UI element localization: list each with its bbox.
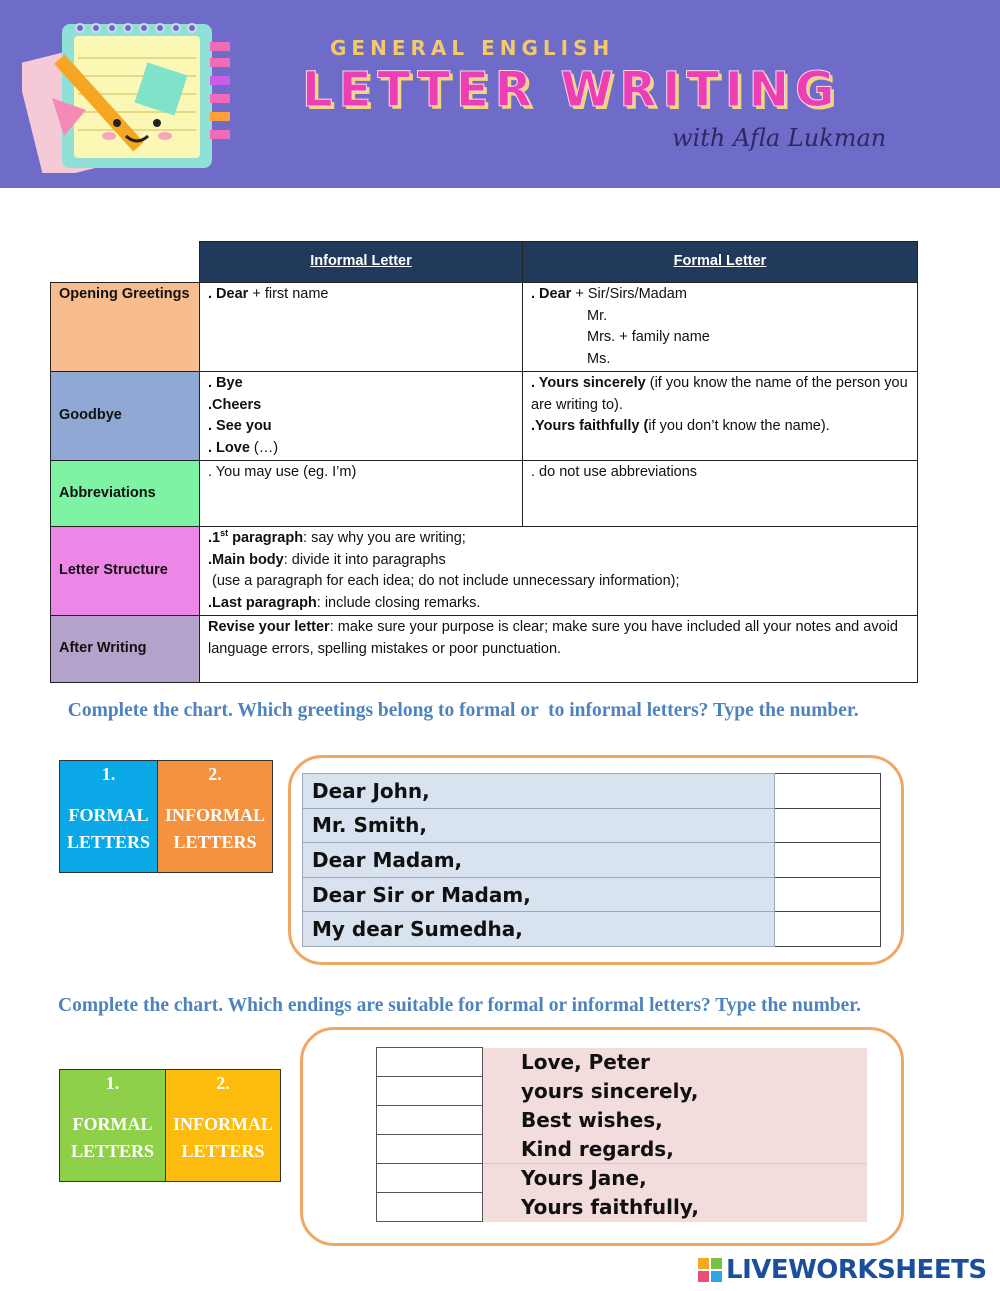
legend-label: LETTERS xyxy=(181,1141,265,1161)
greetings-grid xyxy=(302,773,881,947)
header-kicker: GENERAL ENGLISH xyxy=(330,36,615,60)
page-title: LETTER WRITING xyxy=(302,62,841,118)
keyword: .Cheers xyxy=(208,396,262,413)
answer-box[interactable] xyxy=(377,1106,483,1135)
legend-formal xyxy=(60,1070,166,1181)
answer-box[interactable] xyxy=(775,774,881,809)
row-label-structure: Letter Structure xyxy=(51,527,200,616)
cell-text: (if you know the name of the person you are writing to). xyxy=(531,375,908,413)
keyword: . Bye xyxy=(208,375,243,391)
table-row-opening xyxy=(51,283,918,372)
brand-square xyxy=(698,1258,709,1269)
table-row xyxy=(377,1048,867,1077)
greeting-item: Dear Madam, xyxy=(303,843,775,878)
ending-item: Best wishes, xyxy=(483,1106,867,1135)
keyword: . Yours sincerely xyxy=(531,375,646,391)
cell-structure xyxy=(200,527,918,616)
keyword: .Last paragraph xyxy=(208,594,317,611)
legend-label: FORMAL xyxy=(68,805,149,825)
cell-text: : divide it into paragraphs xyxy=(283,551,446,568)
ending-item: Yours faithfully, xyxy=(483,1193,867,1222)
table-row-structure xyxy=(51,527,918,616)
greeting-item: Dear Sir or Madam, xyxy=(303,877,775,912)
endings-instruction: Complete the chart. Which endings are suitable for formal or informal letters? Type the number. xyxy=(58,995,862,1016)
ending-item: yours sincerely, xyxy=(483,1077,867,1106)
legend-number: 2. xyxy=(216,1073,230,1093)
cell-abbr-informal: . You may use (eg. I’m) xyxy=(200,461,523,527)
table-row xyxy=(303,877,881,912)
cell-text: Mr. xyxy=(587,307,608,324)
table-row-after xyxy=(51,616,918,683)
cell-text: + first name xyxy=(248,286,329,302)
table-row-abbreviations xyxy=(51,461,918,527)
cell-text: : say why you are writing; xyxy=(303,530,466,546)
answer-box[interactable] xyxy=(775,912,881,947)
row-label-after: After Writing xyxy=(51,616,200,683)
keyword: .1 xyxy=(208,530,221,546)
ending-item: Kind regards, xyxy=(483,1135,867,1164)
ending-item: Love, Peter xyxy=(483,1048,867,1077)
brand-name: LIVEWORKSHEETS xyxy=(726,1255,987,1285)
cell-text: (…) xyxy=(249,439,279,456)
table-row xyxy=(303,774,881,809)
legend-label: LETTERS xyxy=(173,832,257,852)
table-row xyxy=(377,1193,867,1222)
cell-after xyxy=(200,616,918,683)
legend-number: 1. xyxy=(105,1073,120,1093)
liveworksheets-logo[interactable] xyxy=(698,1255,987,1285)
legend-label: INFORMAL xyxy=(173,1114,274,1134)
legend-label: FORMAL xyxy=(72,1114,153,1134)
keyword: .Main body xyxy=(208,551,284,568)
cell-text: if you don’t know the name). xyxy=(648,418,830,434)
letter-comparison-table xyxy=(50,241,918,683)
cell-opening-informal xyxy=(200,283,523,372)
ending-item: Yours Jane, xyxy=(483,1164,867,1193)
keyword: . Dear xyxy=(531,286,572,302)
cell-text: Mrs. + family name xyxy=(587,329,710,345)
keyword: . Love xyxy=(208,439,250,456)
table-corner xyxy=(51,242,200,283)
legend-label: LETTERS xyxy=(71,1141,155,1161)
brand-square xyxy=(711,1271,722,1282)
brand-square xyxy=(698,1271,709,1282)
keyword: st xyxy=(220,528,229,539)
answer-box[interactable] xyxy=(775,808,881,843)
cell-goodbye-formal xyxy=(523,372,918,461)
legend-informal xyxy=(158,761,272,872)
legend-informal xyxy=(166,1070,280,1181)
keyword: . See you xyxy=(208,418,272,434)
author-byline: with Afla Lukman xyxy=(672,124,887,152)
cell-goodbye-informal xyxy=(200,372,523,461)
endings-grid xyxy=(376,1047,867,1222)
answer-box[interactable] xyxy=(377,1077,483,1106)
table-row xyxy=(377,1106,867,1135)
row-label-goodbye: Goodbye xyxy=(51,372,200,461)
answer-box[interactable] xyxy=(377,1135,483,1164)
endings-legend xyxy=(59,1069,281,1182)
answer-box[interactable] xyxy=(377,1048,483,1077)
table-row xyxy=(377,1135,867,1164)
cell-opening-formal xyxy=(523,283,918,372)
col-header-informal: Informal Letter xyxy=(200,242,523,283)
row-label-abbreviations: Abbreviations xyxy=(51,461,200,527)
legend-formal xyxy=(60,761,158,872)
cell-text: : include closing remarks. xyxy=(316,594,481,611)
brand-icon xyxy=(698,1258,722,1282)
table-row xyxy=(377,1164,867,1193)
notebook-pencil-illustration xyxy=(22,18,237,173)
table-row xyxy=(303,912,881,947)
answer-box[interactable] xyxy=(377,1193,483,1222)
keyword: . Dear xyxy=(208,286,249,302)
row-label-opening: Opening Greetings xyxy=(51,283,200,372)
greeting-item: My dear Sumedha, xyxy=(303,912,775,947)
cell-text: Ms. xyxy=(587,350,611,367)
table-row-goodbye xyxy=(51,372,918,461)
legend-number: 2. xyxy=(208,764,222,784)
answer-box[interactable] xyxy=(377,1164,483,1193)
table-row xyxy=(303,843,881,878)
greetings-legend xyxy=(59,760,273,873)
cell-text: + Sir/Sirs/Madam xyxy=(571,286,687,302)
greeting-item: Mr. Smith, xyxy=(303,808,775,843)
answer-box[interactable] xyxy=(775,843,881,878)
keyword: paragraph xyxy=(228,530,304,546)
keyword: .Yours faithfully ( xyxy=(531,418,649,434)
answer-box[interactable] xyxy=(775,877,881,912)
table-row xyxy=(303,808,881,843)
cell-text: : make sure your purpose is clear; make sure you have included all your notes and avoid language errors, spelling mistakes or poor punctuation. xyxy=(208,619,898,657)
table-row xyxy=(377,1077,867,1106)
cell-text: (use a paragraph for each idea; do not include unnecessary information); xyxy=(208,573,680,589)
table-header-row xyxy=(51,242,918,283)
header-banner xyxy=(0,0,1000,188)
legend-label: LETTERS xyxy=(67,832,151,852)
brand-square xyxy=(711,1258,722,1269)
cell-abbr-formal: . do not use abbreviations xyxy=(523,461,918,527)
legend-label: INFORMAL xyxy=(165,805,266,825)
greeting-item: Dear John, xyxy=(303,774,775,809)
col-header-formal: Formal Letter xyxy=(523,242,918,283)
keyword: Revise your letter xyxy=(208,619,330,635)
greetings-instruction: Complete the chart. Which greetings belong to formal or to informal letters? Type the number. xyxy=(58,700,859,721)
legend-number: 1. xyxy=(101,764,116,784)
